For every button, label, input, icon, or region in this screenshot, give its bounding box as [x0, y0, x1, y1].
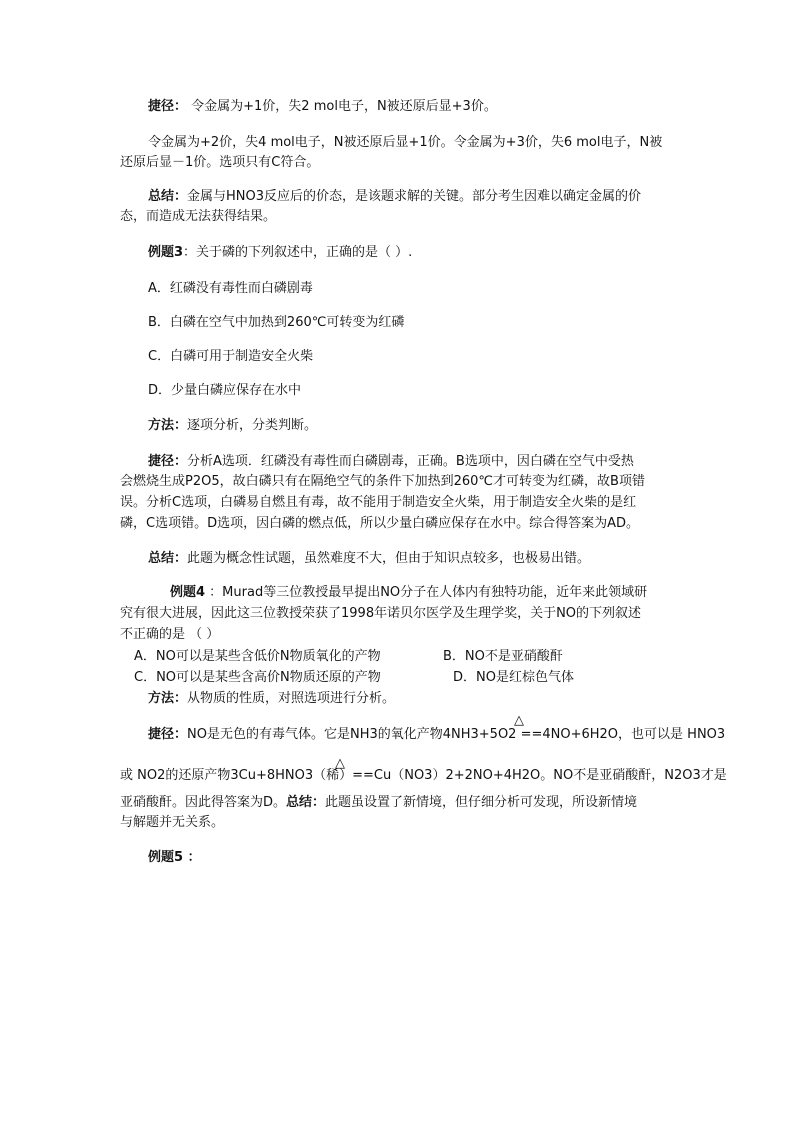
summary-3 — [148, 550, 590, 568]
shortcut-3-label: 捷径： — [148, 454, 188, 469]
summary-text: 金属与HNO3反应后的价态，是该题求解的关键。部分考生因难以确定金属的价 — [187, 189, 642, 204]
shortcut-4-label: 捷径： — [148, 727, 188, 742]
shortcut-text: 令金属为+1价，失2 mol电子，N被还原后显+3价。 — [187, 99, 497, 114]
shortcut-4-line-3-text: 亚硝酸酐。因此得答案为D。 — [120, 795, 287, 810]
example-4-option-a: A．NO可以是某些含低价N物质氧化的产物 — [134, 649, 381, 664]
summary-paragraph-line-1 — [148, 188, 641, 206]
shortcut-label: 捷径： — [148, 99, 188, 114]
method-3 — [148, 417, 317, 435]
method-4-label: 方法： — [148, 691, 188, 706]
valence-paragraph-line-1: 令金属为+2价，失4 mol电子，N被还原后显+1价。令金属为+3价，失6 mol电子，N被 — [148, 135, 663, 150]
method-4-text: 从物质的性质，对照选项进行分析。 — [187, 691, 396, 706]
shortcut-3-line-1 — [148, 453, 634, 471]
heating-triangle-symbol-1: △ — [514, 713, 524, 728]
shortcut-3-line-3: 误。分析C选项，白磷易自燃且有毒，故不能用于制造安全火柴，用于制造安全火柴的是红 — [120, 495, 637, 510]
example-4-option-d: D．NO是红棕色气体 — [453, 670, 574, 685]
shortcut-4-line-3 — [120, 794, 637, 812]
summary-label: 总结： — [148, 189, 188, 204]
example-5 — [148, 849, 201, 867]
shortcut-3-line-2: 会燃烧生成P2O5，故白磷只有在隔绝空气的条件下加热到260℃才可转变为红磷，故B项错 — [120, 474, 645, 489]
example-4-text: ：Murad等三位教授最早提出NO分子在人体内有独特功能，近年来此领域研 — [205, 585, 648, 600]
example-4-line-1 — [170, 584, 647, 602]
summary-3-text: 此题为概念性试题，虽然难度不大，但由于知识点较多，也极易出错。 — [187, 551, 591, 566]
shortcut-4-text: NO是无色的有毒气体。它是NH3的氧化产物4NH3+5O2 ==4NO+6H2O，也可以是 HNO3 — [187, 727, 726, 742]
shortcut-4-line-1 — [148, 726, 725, 744]
example-4-line-2: 究有很大进展，因此这三位教授荣获了1998年诺贝尔医学及生理学奖，关于NO的下列叙述 — [120, 606, 642, 621]
example-5-text: ： — [183, 850, 201, 865]
example-4-option-b: B．NO不是亚硝酸酐 — [443, 649, 563, 664]
example-4-option-c: C．NO可以是某些含高价N物质还原的产物 — [134, 670, 381, 685]
shortcut-3-line-4: 磷，C选项错。D选项，因白磷的燃点低，所以少量白磷应保存在水中。综合得答案为AD。 — [120, 516, 639, 531]
valence-paragraph-line-2: 还原后显－1价。选项只有C符合。 — [120, 155, 320, 170]
shortcut-4-line-2: 或 NO2的还原产物3Cu+8HNO3（稀）==Cu（NO3）2+2NO+4H2O。NO不是亚硝酸酐，N2O3才是 — [120, 768, 727, 783]
example-3-option-d: D．少量白磷应保存在水中 — [148, 383, 302, 398]
example-5-label: 例题5 — [148, 850, 184, 865]
example-4-line-3: 不正确的是 （ ） — [120, 627, 220, 642]
shortcut-paragraph-1 — [148, 98, 497, 116]
heating-triangle-symbol-2: △ — [335, 756, 345, 771]
method-label: 方法： — [148, 418, 188, 433]
summary-paragraph-line-2: 态，而造成无法获得结果。 — [120, 209, 277, 224]
example-3-question — [148, 244, 412, 262]
method-text: 逐项分析，分类判断。 — [187, 418, 318, 433]
method-4 — [148, 690, 395, 708]
example-3-label: 例题3 — [148, 245, 184, 260]
summary-4-text: 此题虽设置了新情境，但仔细分析可发现，所设新情境 — [325, 795, 638, 810]
shortcut-4-line-4: 与解题并无关系。 — [120, 815, 225, 830]
summary-3-label: 总结： — [148, 551, 188, 566]
example-3-text: ：关于磷的下列叙述中，正确的是（ ）. — [183, 245, 413, 260]
example-3-option-a: A．红磷没有毒性而白磷剧毒 — [148, 281, 313, 296]
shortcut-3-text: 分析A选项．红磷没有毒性而白磷剧毒，正确。B选项中，因白磷在空气中受热 — [187, 454, 634, 469]
summary-4-label: 总结： — [286, 795, 326, 810]
example-3-option-b: B．白磷在空气中加热到260℃可转变为红磷 — [148, 315, 405, 330]
example-4-label: 例题4 — [170, 585, 206, 600]
example-3-option-c: C．白磷可用于制造安全火柴 — [148, 349, 314, 364]
